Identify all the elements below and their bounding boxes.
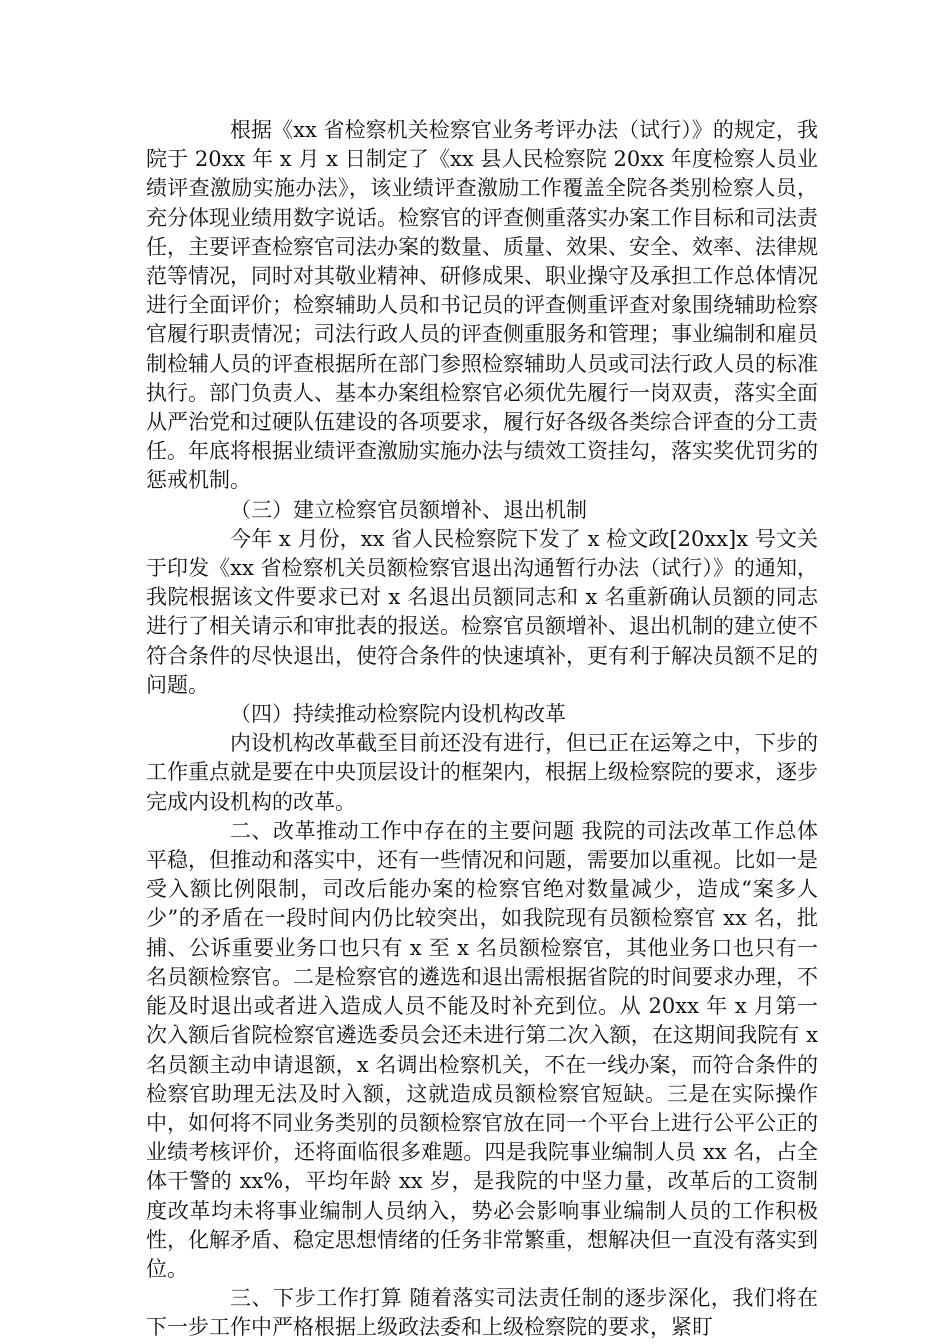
paragraph-performance-review: 根据《xx 省检察机关检察官业务考评办法（试行）》的规定，我院于 20xx 年 x 月 x 日制定了《xx 县人民检察院 20xx 年度检察人员业绩评查激励实施办法》，该业绩评查激励工作覆盖全院各类别检察人员，充分体现业绩用数字说话。检察官的评查侧重落实办案工作目标和司法责任，主要评查检察官司法办案的数量、质量、效果、安全、效率、法律规范等情况，同时对其敬业精神、研修成果、职业操守及承担工作总体情况进行全面评价；检察辅助人员和书记员的评查侧重评查对象围绕辅助检察官履行职责情况；司法行政人员的评查侧重服务和管理；事业编制和雇员制检辅人员的评查根据所在部门参照检察辅助人员或司法行政人员的标准执行。部门负责人、基本办案组检察官必须优先履行一岗双责，落实全面从严治党和过硬队伍建设的各项要求，履行好各级各类综合评查的分工责任。年底将根据业绩评查激励实施办法与绩效工资挂勾，落实奖优罚劣的惩戒机制。 [146,118,818,493]
section-heading-internal-reform: （四）持续推动检察院内设机构改革 [230,702,566,727]
paragraph-next-steps: 三、下步工作打算 随着落实司法责任制的逐步深化，我们将在下一步工作中严格根据上级政法委和上级检察院的要求，紧盯 [146,1286,818,1340]
paragraph-quota-mechanism: 今年 x 月份，xx 省人民检察院下发了 x 检文政[20xx]x 号文关于印发《xx 省检察机关员额检察官退出沟通暂行办法（试行）》的通知，我院根据该文件要求已对 x 名退出员额同志和 x 名重新确认员额的同志进行了相关请示和审批表的报送。检察官员额增补、退出机制的建立使不符合条件的尽快退出，使符合条件的快速填补，更有利于解决员额不足的问题。 [146,526,818,697]
document-page [146,116,818,1343]
paragraph-internal-reform: 内设机构改革截至目前还没有进行，但已正在运筹之中，下步的工作重点就是要在中央顶层设计的框架内，根据上级检察院的要求，逐步完成内设机构的改革。 [146,731,818,814]
paragraph-main-problems: 二、改革推动工作中存在的主要问题 我院的司法改革工作总体平稳，但推动和落实中，还有一些情况和问题，需要加以重视。比如一是受入额比例限制，司改后能办案的检察官绝对数量减少，造成“案多人少”的矛盾在一段时间内仍比较突出，如我院现有员额检察官 xx 名，批捕、公诉重要业务口也只有 x 至 x 名员额检察官，其他业务口也只有一名员额检察官。二是检察官的遴选和退出需根据省院的时间要求办理，不能及时退出或者进入造成人员不能及时补充到位。从 20xx 年 x 月第一次入额后省院检察官遴选委员会还未进行第二次入额，在这期间我院有 x 名员额主动申请退额，x 名调出检察机关，不在一线办案，而符合条件的检察官助理无法及时入额，这就造成员额检察官短缺。三是在实际操作中，如何将不同业务类别的员额检察官放在同一个平台上进行公平公正的业绩考核评价，还将面临很多难题。四是我院事业编制人员 xx 名，占全体干警的 xx%，平均年龄 xx 岁，是我院的中坚力量，改革后的工资制度改革均未将事业编制人员纳入，势必会影响事业编制人员的工作积极性，化解矛盾、稳定思想情绪的任务非常繁重，想解决但一直没有落实到位。 [146,818,818,1281]
section-heading-quota-mechanism: （三）建立检察官员额增补、退出机制 [230,497,587,522]
